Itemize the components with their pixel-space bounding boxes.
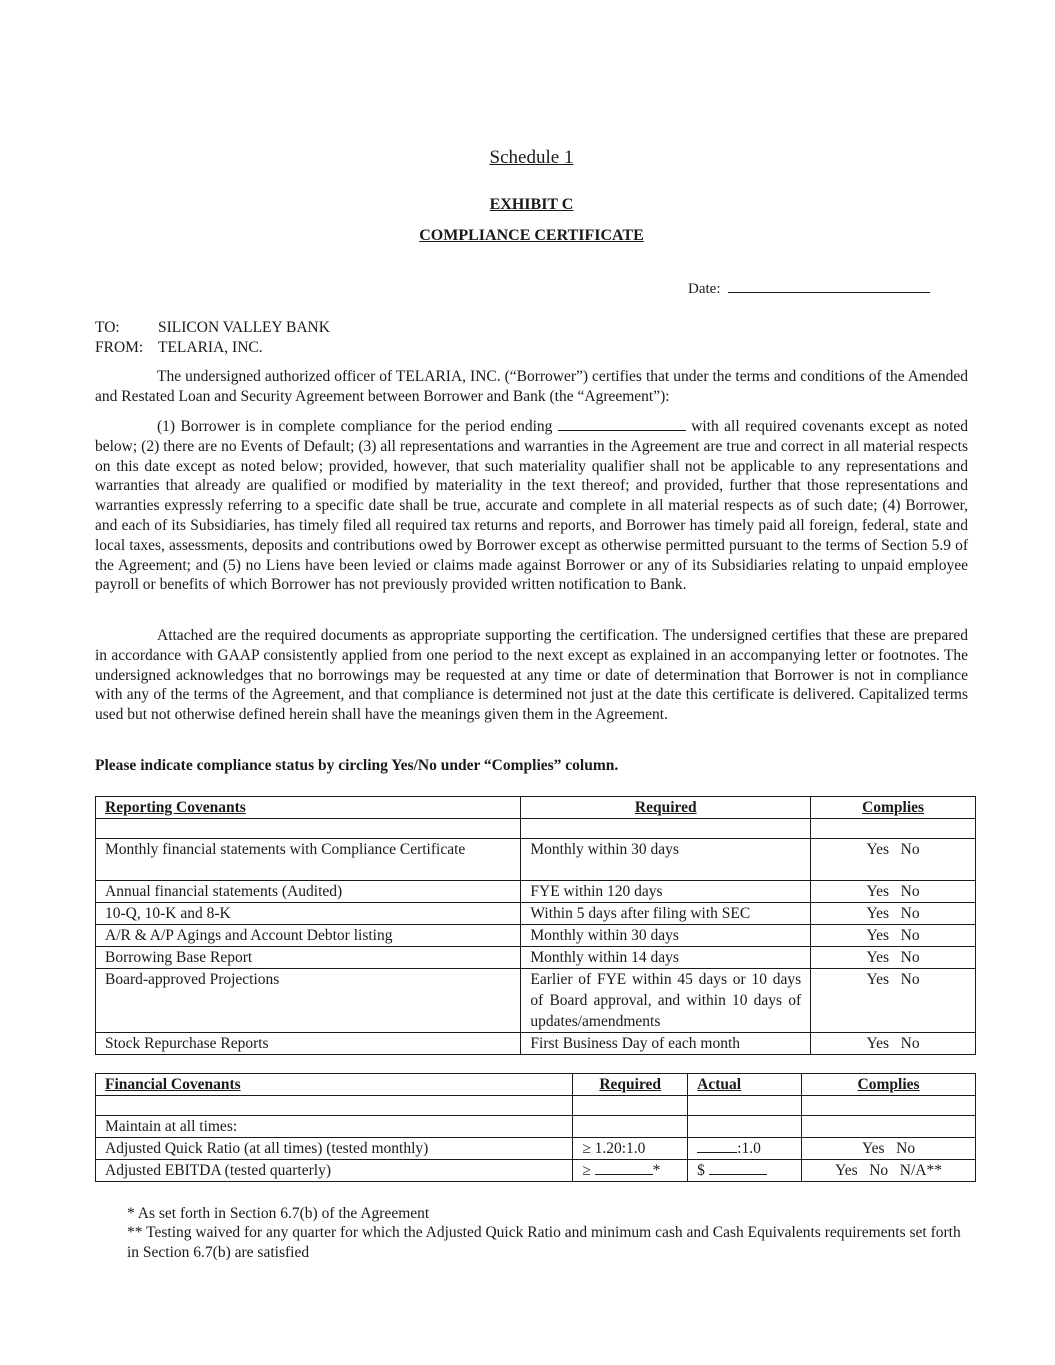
- footnote-2: ** Testing waived for any quarter for which the Adjusted Quick Ratio and minimum cash and Cash Equivalents requirements set forth in Section 6.7(b) are satisfied: [127, 1224, 961, 1261]
- certification-paragraph: [95, 417, 968, 595]
- required-cell: Within 5 days after filing with SEC: [521, 903, 811, 925]
- required-cell: Earlier of FYE within 45 days or 10 days of Board approval, and within 10 days of updates/amendments: [521, 969, 811, 1033]
- table-row: [96, 1116, 976, 1138]
- covenant-cell: Monthly financial statements with Compliance Certificate: [96, 839, 521, 881]
- covenant-cell: Borrowing Base Report: [96, 947, 521, 969]
- header-complies: Complies: [811, 797, 976, 819]
- certificate-title: COMPLIANCE CERTIFICATE: [419, 227, 644, 244]
- complies-cell[interactable]: Yes No: [811, 969, 976, 1033]
- actual-blank[interactable]: [697, 1140, 737, 1153]
- required-suffix: *: [652, 1162, 661, 1179]
- date-field: [688, 278, 930, 298]
- financial-covenants-table: [95, 1073, 976, 1182]
- table-spacer-row: [96, 1096, 976, 1116]
- certification-text-1: (1) Borrower is in complete compliance for the period ending: [157, 418, 553, 435]
- covenant-cell: Annual financial statements (Audited): [96, 881, 521, 903]
- covenant-cell: Adjusted Quick Ratio (at all times) (tested monthly): [96, 1138, 573, 1160]
- table-row: [96, 1160, 976, 1182]
- to-label: TO:: [95, 319, 120, 336]
- required-prefix: ≥: [582, 1162, 591, 1179]
- exhibit-heading: EXHIBIT C: [489, 196, 574, 213]
- covenant-cell: Adjusted EBITDA (tested quarterly): [96, 1160, 573, 1182]
- table-row: [96, 839, 976, 881]
- footnote-1: * As set forth in Section 6.7(b) of the Agreement: [127, 1205, 430, 1222]
- intro-text: The undersigned authorized officer of TELARIA, INC. (“Borrower”) certifies that under the terms and conditions of the Amended and Restated Loan and Security Agreement between Borrower and Bank (the “Agreement”):: [95, 368, 968, 405]
- attached-paragraph: [95, 626, 968, 725]
- required-cell: Monthly within 30 days: [521, 839, 811, 881]
- schedule-heading: Schedule 1: [489, 147, 574, 168]
- header-reporting-covenants: Reporting Covenants: [96, 797, 521, 819]
- from-label: FROM:: [95, 339, 144, 356]
- required-cell: First Business Day of each month: [521, 1033, 811, 1055]
- complies-cell[interactable]: Yes No: [811, 839, 976, 881]
- from-line: [95, 339, 263, 357]
- actual-prefix: $: [697, 1162, 705, 1179]
- maintain-cell: Maintain at all times:: [96, 1116, 573, 1138]
- period-ending-blank[interactable]: [558, 418, 686, 431]
- required-cell: Monthly within 14 days: [521, 947, 811, 969]
- required-blank[interactable]: [595, 1162, 653, 1175]
- date-label: Date:: [688, 281, 721, 297]
- complies-cell[interactable]: Yes No: [802, 1138, 976, 1160]
- actual-cell[interactable]: [688, 1160, 802, 1182]
- table-row: [96, 1033, 976, 1055]
- actual-value: :1.0: [737, 1140, 761, 1157]
- complies-cell[interactable]: Yes No: [811, 903, 976, 925]
- covenant-cell: 10-Q, 10-K and 8-K: [96, 903, 521, 925]
- header-actual: Actual: [688, 1074, 802, 1096]
- required-cell: ≥ 1.20:1.0: [573, 1138, 688, 1160]
- attached-text: Attached are the required documents as appropriate supporting the certification. The undersigned certifies that these are prepared in accordance with GAAP consistently applied from one period to the next except as explained in an accompanying letter or footnotes. The undersigned acknowledges that no borrowings may be requested at any time or date of determination that Borrower is not in compliance with any of the terms of the Agreement, and that compliance is determined not just at the date this certificate is delivered. Capitalized terms used but not otherwise defined herein shall have the meanings given them in the Agreement.: [95, 627, 968, 724]
- covenant-cell: A/R & A/P Agings and Account Debtor listing: [96, 925, 521, 947]
- from-value: TELARIA, INC.: [158, 339, 263, 356]
- covenant-cell: Stock Repurchase Reports: [96, 1033, 521, 1055]
- covenant-cell: Board-approved Projections: [96, 969, 521, 1033]
- compliance-instruction: Please indicate compliance status by circling Yes/No under “Complies” column.: [95, 757, 619, 774]
- table-row: [96, 903, 976, 925]
- table-row: [96, 947, 976, 969]
- complies-cell[interactable]: Yes No: [811, 881, 976, 903]
- table-row: [96, 925, 976, 947]
- complies-cell[interactable]: Yes No: [811, 1033, 976, 1055]
- required-cell: Monthly within 30 days: [521, 925, 811, 947]
- required-cell: FYE within 120 days: [521, 881, 811, 903]
- table-row: [96, 969, 976, 1033]
- to-line: [95, 319, 330, 337]
- actual-blank[interactable]: [709, 1162, 767, 1175]
- header-required: Required: [521, 797, 811, 819]
- table-header-row: [96, 797, 976, 819]
- header-financial-covenants: Financial Covenants: [96, 1074, 573, 1096]
- table-row: [96, 881, 976, 903]
- header-required: Required: [573, 1074, 688, 1096]
- intro-paragraph: [95, 367, 968, 407]
- certification-text-2: with all required covenants except as noted below; (2) there are no Events of Default; (3) all representations and warranties in the Agreement are true and correct in all material respects on this date except as noted below; provided, however, that such materiality qualifier shall not be applicable to any representations and warranties that already are qualified or modified by materiality in the text thereof; and provided, further that those representations and warranties expressly referring to a specific date shall be true, accurate and complete in all material respects as of such date; (4) Borrower, and each of its Subsidiaries, has timely filed all required tax returns and reports, and Borrower has timely paid all foreign, federal, state and local taxes, assessments, deposits and contributions owed by Borrower except as otherwise permitted pursuant to the terms of Section 5.9 of the Agreement; and (5) no Liens have been levied or claims made against Borrower or any of its Subsidiaries relating to unpaid employee payroll or benefits of which Borrower has not previously provided written notification to Bank.: [95, 418, 968, 594]
- table-spacer-row: [96, 819, 976, 839]
- complies-cell[interactable]: Yes No N/A**: [802, 1160, 976, 1182]
- header-complies: Complies: [802, 1074, 976, 1096]
- complies-cell[interactable]: Yes No: [811, 925, 976, 947]
- date-blank[interactable]: [728, 278, 930, 293]
- required-cell[interactable]: [573, 1160, 688, 1182]
- complies-cell[interactable]: Yes No: [811, 947, 976, 969]
- actual-cell[interactable]: [688, 1138, 802, 1160]
- table-row: [96, 1138, 976, 1160]
- table-header-row: [96, 1074, 976, 1096]
- to-value: SILICON VALLEY BANK: [158, 319, 330, 336]
- reporting-covenants-table: [95, 796, 976, 1055]
